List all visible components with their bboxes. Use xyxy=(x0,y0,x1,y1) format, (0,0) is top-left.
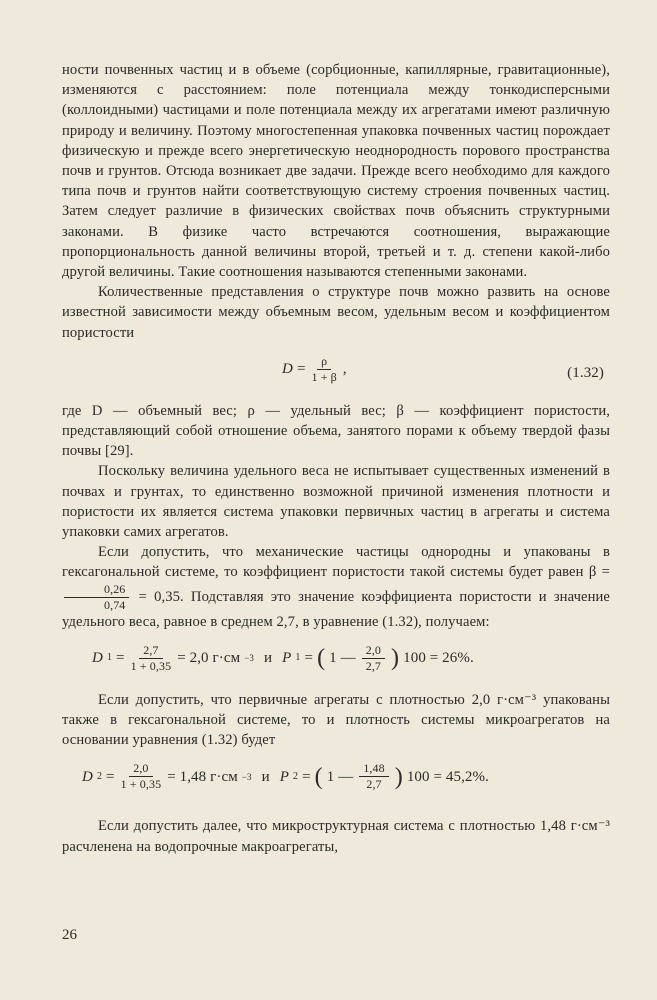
equation-number: (1.32) xyxy=(567,364,604,381)
para5-part2: = 0,35. Подставляя это значение коэффициента пористости и значение удельного веса, равное в среднем 2,7, в уравнение (1.32), получаем: xyxy=(62,588,611,630)
p2-lhs: P xyxy=(279,768,289,785)
eq-comma: , xyxy=(342,361,347,378)
eq-equals: = xyxy=(296,361,306,378)
paragraph-3: где D — объемный вес; ρ — удельный вес; β — коэффициент пористости, представляющий собой отношение объема, занятого порами к объему твердой фазы почвы [29]. xyxy=(62,402,610,460)
page-body xyxy=(62,60,610,857)
p1-one-minus: 1 — xyxy=(329,650,356,667)
p1-lhs: P xyxy=(282,650,292,667)
equation-d1 xyxy=(62,638,610,684)
d1-numerator: 2,7 xyxy=(139,644,162,659)
p2-tail: 100 = 45,2%. xyxy=(406,768,489,785)
equation-d2 xyxy=(62,756,610,802)
d1-result: = 2,0 г·см xyxy=(177,650,241,667)
p2-close-paren: ) xyxy=(394,763,403,790)
p2-open-paren: ( xyxy=(314,763,323,790)
paragraph-2: Количественные представления о структуре почв можно развить на основе известной зависимости между объемным весом, удельным весом и коэффициентом пористости xyxy=(62,284,610,341)
p2-fraction xyxy=(359,762,388,791)
porosity-denominator: 0,74 xyxy=(104,597,126,612)
p2-numerator: 1,48 xyxy=(359,762,388,777)
p2-equals: = xyxy=(302,768,311,785)
d1-unit-exp: −3 xyxy=(244,653,254,664)
d2-denominator: 1 + 0,35 xyxy=(120,777,162,792)
porosity-fraction xyxy=(64,583,129,612)
para5-part1: Если допустить, что механические частицы однородны и упакованы в гексагональной системе, то коэффициент пористости такой системы будет равен β = xyxy=(62,544,610,581)
d2-unit-exp: −3 xyxy=(241,771,252,782)
p1-numerator: 2,0 xyxy=(362,644,385,659)
d2-equals: = xyxy=(106,768,115,785)
eq-numerator: ρ xyxy=(317,355,331,370)
paragraph-6: Если допустить, что первичные агрегаты с плотностью 2,0 г·см⁻³ упакованы также в гексагональной системе, то и плотность системы микроагрегатов на основании уравнения (1.32) будет xyxy=(62,691,610,749)
d2-lhs: D xyxy=(82,768,93,785)
paragraph-7: Если допустить далее, что микроструктурная система с плотностью 1,48 г·см⁻³ расчленена на водопрочные макроагрегаты, xyxy=(62,818,610,855)
d2-sub: 2 xyxy=(96,770,103,782)
p2-one-minus: 1 — xyxy=(326,768,354,785)
p1-fraction xyxy=(362,644,385,673)
paragraph-4: Поскольку величина удельного веса не испытывает существенных изменений в почвах и грунтах, то единственно возможной причиной изменения плотности и пористости их является система упаковки первичных частиц в агрегаты и система упаковки самих агрегатов. xyxy=(62,463,610,541)
porosity-numerator: 0,26 xyxy=(64,583,129,598)
d1-sub: 1 xyxy=(106,652,113,664)
d1-denominator: 1 + 0,35 xyxy=(130,658,172,673)
eq-denominator: 1 + β xyxy=(311,369,337,384)
d1-lhs: D xyxy=(92,650,103,667)
p2-denominator: 2,7 xyxy=(366,777,382,792)
d1-fraction xyxy=(131,644,172,673)
p1-close-paren: ) xyxy=(391,645,400,672)
p1-open-paren: ( xyxy=(317,645,326,672)
equation-1-32 xyxy=(62,349,610,395)
paragraph-5 xyxy=(62,542,610,632)
eq-lhs: D xyxy=(282,361,293,378)
d2-numerator: 2,0 xyxy=(129,762,152,777)
d1-and: и xyxy=(263,650,273,667)
eq-fraction xyxy=(312,355,337,384)
p1-tail: 100 = 26%. xyxy=(403,650,474,667)
p1-denominator: 2,7 xyxy=(365,658,382,673)
p1-sub: 1 xyxy=(295,652,301,664)
p2-sub: 2 xyxy=(292,770,299,782)
d2-fraction xyxy=(121,762,162,791)
d1-equals: = xyxy=(116,650,125,667)
paragraph-1: ности почвенных частиц и в объеме (сорбционные, капиллярные, гравитационные), изменяются с расстоянием: поле потенциала между тонкодисперсными (коллоидными) частицами и поле потенциала между их агрегатами имеют различную природу и величину. Поэтому многостепенная упаковка почвенных частиц порождает физическую и прежде всего энергетическую неоднородность порового пространства почв и грунтов. Отсюда возникает две задачи. Прежде всего необходимо для каждого типа почв и грунтов найти соответствующую систему строения почвенных частиц. Затем следует различие в физических свойствах почв объяснить структурными законами. В физике часто встречаются соотношения, выражающие пропорциональность данной величины второй, третьей и т. д. степени какой-либо другой величины. Такие соотношения называются степенными законами. xyxy=(62,62,610,281)
d2-and: и xyxy=(261,768,270,785)
page-number: 26 xyxy=(62,927,77,943)
d2-result: = 1,48 г·см xyxy=(167,768,238,785)
p1-equals: = xyxy=(304,650,314,667)
